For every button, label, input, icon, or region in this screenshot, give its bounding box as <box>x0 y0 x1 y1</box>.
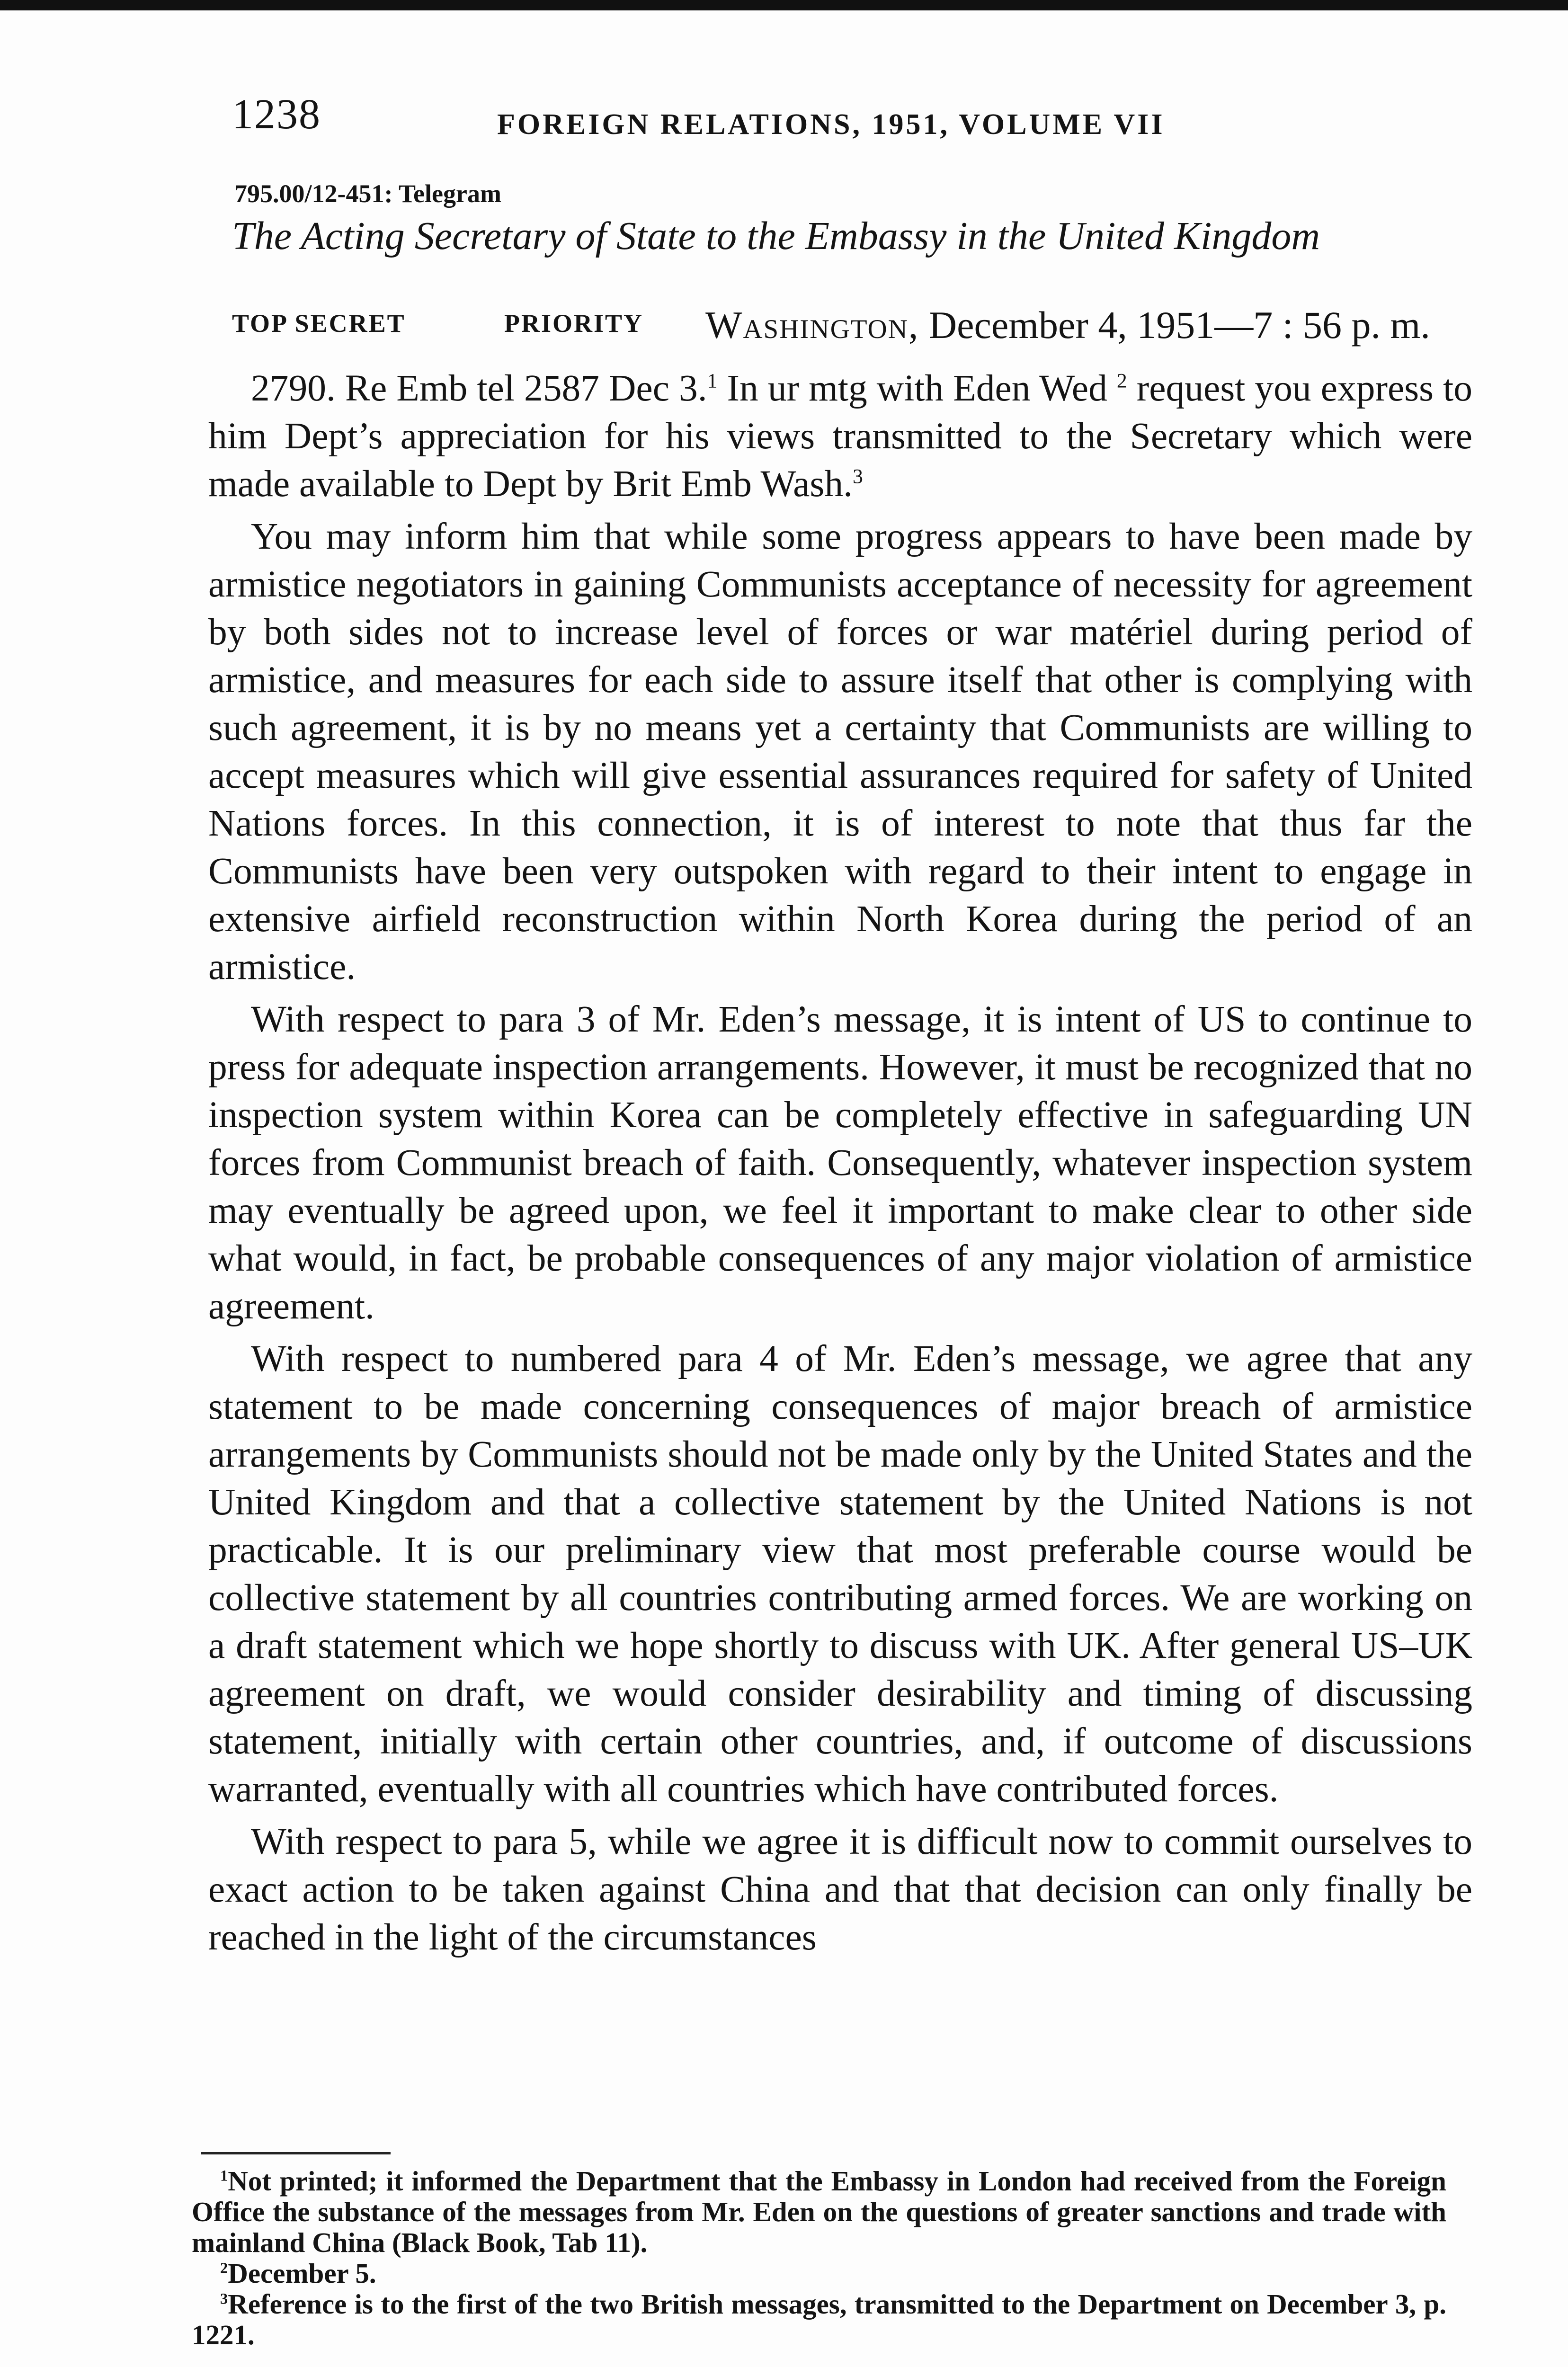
classification-tag: TOP SECRET <box>232 309 406 338</box>
paragraph-3: With respect to para 3 of Mr. Eden’s message, it is intent of US to continue to press for adequate inspection arrangements. However, it must be recognized that no inspection system within Korea can be completely effective in safeguarding UN forces from Communist breach of faith. Consequently, whatever inspection system may eventually be agreed upon, we feel it important to make clear to other side what would, in fact, be probable consequences of any major violation of armistice agreement. <box>208 998 1472 1327</box>
paragraph-1-text-c: request you express to him Dept’s appreciation for his views transmitted to the Secretary which were made available to Dept by Brit Emb Wash. <box>208 367 1472 505</box>
footnote-1 <box>192 2166 1446 2258</box>
dateline <box>232 303 1491 355</box>
page-number: 1238 <box>232 91 321 138</box>
footnote-ref-2: 2 <box>1116 369 1127 392</box>
paragraph-5: With respect to para 5, while we agree it is difficult now to commit ourselves to exact action to be taken against China and that that decision can only finally be reached in the light of the circumstances <box>208 1821 1472 1958</box>
footnote-ref-1: 1 <box>707 369 718 392</box>
footnote-3 <box>192 2289 1446 2350</box>
running-head: FOREIGN RELATIONS, 1951, VOLUME VII <box>497 108 1165 141</box>
telegram-body <box>208 365 1472 1961</box>
paragraph-2: You may inform him that while some progress appears to have been made by armistice negotiators in gaining Communists acceptance of necessity for agreement by both sides not to increase level of forces or war matériel during period of armistice, and measures for each side to assure itself that other is complying with such agreement, it is by no means yet a certainty that Communists are willing to accept measures which will give essential assurances required for safety of United Nations forces. In this connection, it is of interest to note that thus far the Communists have been very outspoken with regard to their intent to engage in extensive airfield reconstruction within North Korea during the period of an armistice. <box>208 516 1472 988</box>
footnote-ref-3: 3 <box>852 465 863 488</box>
footnote-2 <box>192 2258 1446 2289</box>
paragraph-4: With respect to numbered para 4 of Mr. Eden’s message, we agree that any statement to be made concerning consequences of major breach of armistice arrangements by Communists should not be made only by the United States and the United Kingdom and that a collective statement by the United Nations is not practicable. It is our preliminary view that most preferable course would be collective statement by all countries contributing armed forces. We are working on a draft statement which we hope shortly to discuss with UK. After general US–UK agreement on draft, we would consider desirability and timing of discussing statement, initially with certain other countries, and, if outcome of discussions warranted, eventually with all countries which have contributed forces. <box>208 1338 1472 1810</box>
document-title: The Acting Secretary of State to the Embassy in the United Kingdom <box>232 214 1320 258</box>
paragraph-1 <box>208 365 1472 508</box>
precedence-tag: PRIORITY <box>504 309 644 338</box>
page-header <box>232 90 1387 147</box>
footnote-marker-3: 3 <box>220 2290 228 2308</box>
paragraph-1-text-a: 2790. Re Emb tel 2587 Dec 3. <box>251 367 707 409</box>
place-and-date <box>705 303 1430 347</box>
footnote-marker-1: 1 <box>220 2167 228 2185</box>
footnote-divider <box>201 2152 391 2154</box>
footnote-text-3: Reference is to the first of the two British messages, transmitted to the Department on December 3, p. 1221. <box>192 2288 1446 2350</box>
footnote-marker-2: 2 <box>220 2260 228 2277</box>
file-reference: 795.00/12-451: Telegram <box>234 179 501 208</box>
paragraph-1-text-b: In ur mtg with Eden Wed <box>717 367 1117 409</box>
footnote-text-1: Not printed; it informed the Department that the Embassy in London had received from the Foreign Office the substance of the messages from Mr. Eden on the questions of greater sanctions and trade with mainland China (Black Book, Tab 11). <box>192 2165 1446 2258</box>
place: Washington, <box>705 303 919 347</box>
footnote-text-2: December 5. <box>228 2258 376 2289</box>
footnotes <box>192 2166 1446 2350</box>
scan-edge <box>0 0 1568 10</box>
date-time: December 4, 1951—7 : 56 p. m. <box>928 303 1430 347</box>
